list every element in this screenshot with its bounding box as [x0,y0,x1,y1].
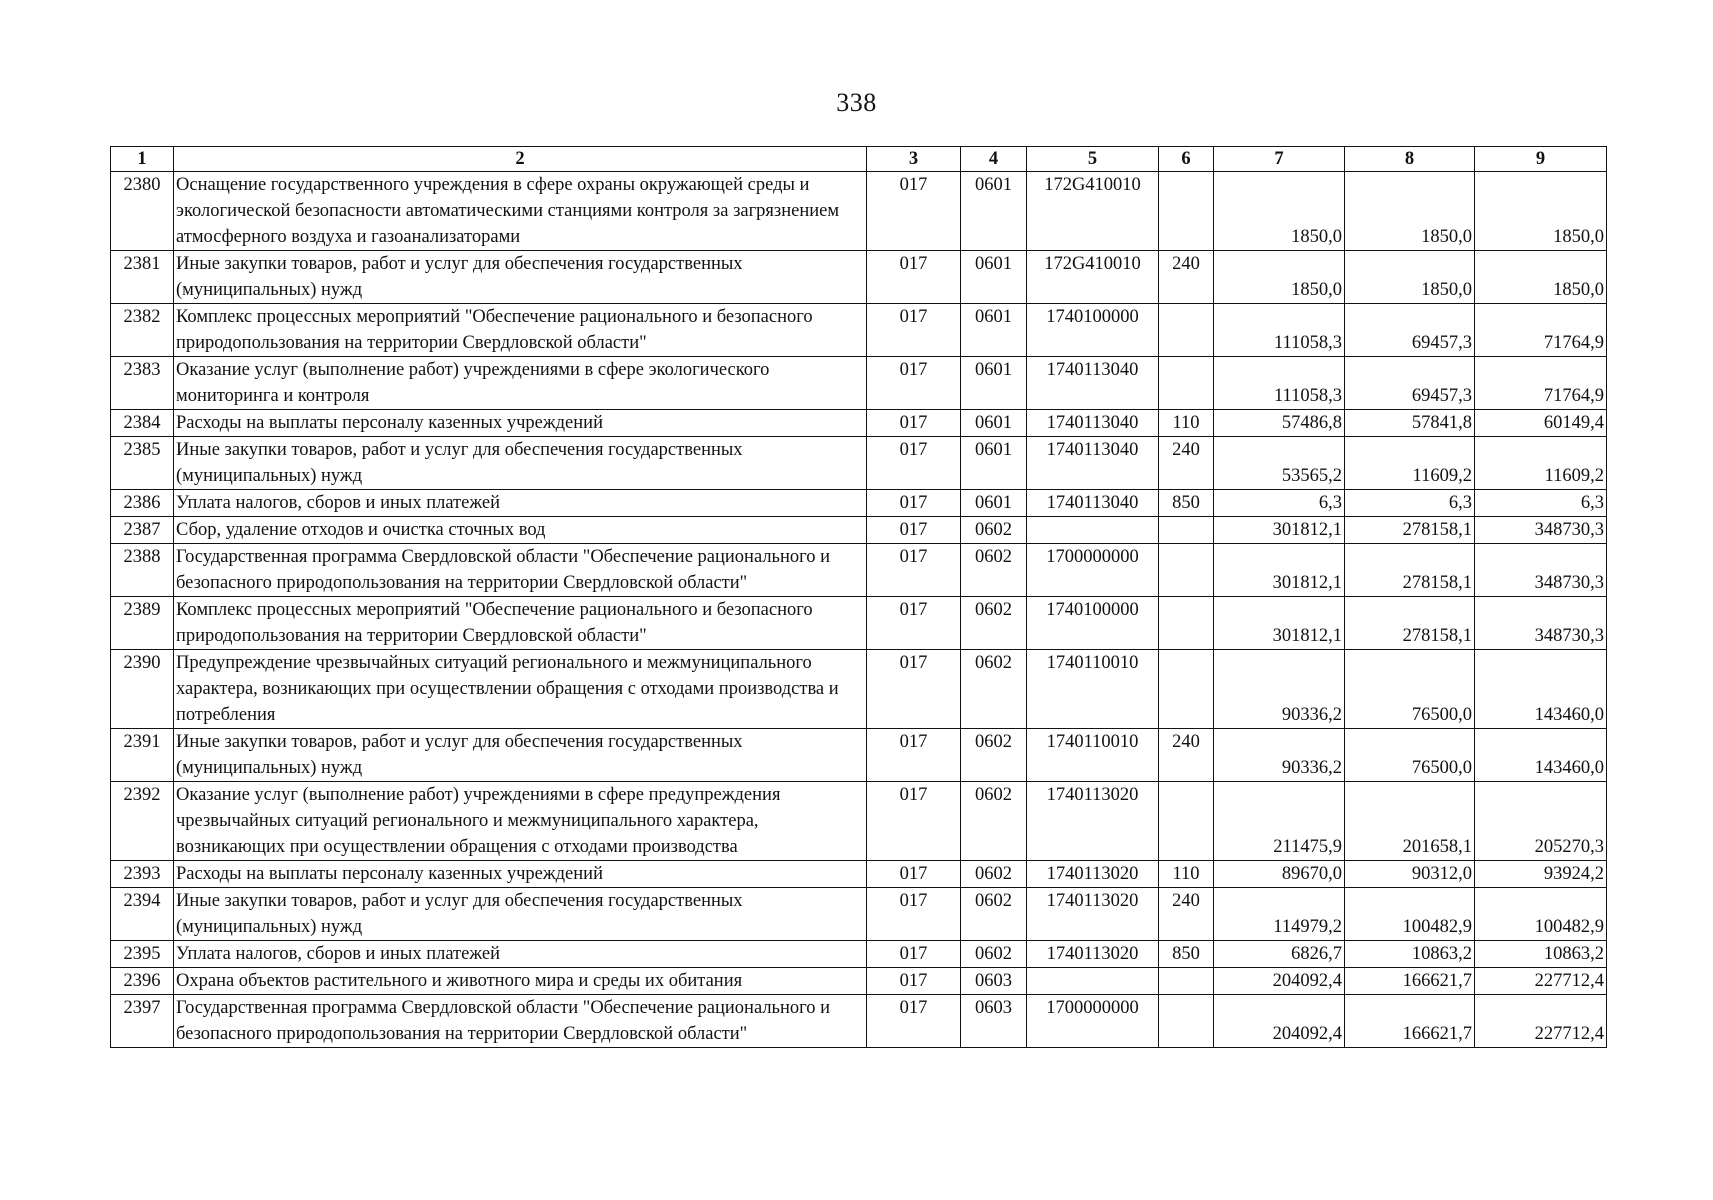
column-7-cell: 114979,2 [1214,888,1345,941]
table-row [111,304,1607,357]
table-row [111,172,1607,251]
table-row [111,544,1607,597]
column-7-cell: 204092,4 [1214,995,1345,1048]
row-number-cell: 2386 [111,490,174,517]
column-8-cell: 76500,0 [1345,650,1475,729]
column-5-cell: 1740113040 [1027,490,1159,517]
column-8-cell: 201658,1 [1345,782,1475,861]
column-9-cell: 348730,3 [1475,544,1607,597]
row-number-cell: 2382 [111,304,174,357]
description-cell: Оказание услуг (выполнение работ) учреждениями в сфере предупреждения чрезвычайных ситуаций регионального и межмуниципального характера, возникающих при осуществлении обращения с отходами производства [174,782,867,861]
description-cell: Оснащение государственного учреждения в сфере охраны окружающей среды и экологической безопасности автоматическими станциями контроля за загрязнением атмосферного воздуха и газоанализаторами [174,172,867,251]
table-row [111,941,1607,968]
column-6-cell [1159,782,1214,861]
description-cell: Иные закупки товаров, работ и услуг для обеспечения государственных (муниципальных) нужд [174,888,867,941]
column-3-cell: 017 [867,995,961,1048]
column-4-cell: 0602 [961,888,1027,941]
column-6-cell: 110 [1159,861,1214,888]
description-cell: Комплекс процессных мероприятий "Обеспечение рационального и безопасного природопользования на территории Свердловской области" [174,304,867,357]
column-4-cell: 0602 [961,782,1027,861]
column-6-cell: 850 [1159,490,1214,517]
column-4-cell: 0601 [961,410,1027,437]
column-header: 4 [961,147,1027,172]
column-5-cell: 1700000000 [1027,995,1159,1048]
column-8-cell: 11609,2 [1345,437,1475,490]
column-6-cell [1159,544,1214,597]
row-number-cell: 2391 [111,729,174,782]
column-9-cell: 6,3 [1475,490,1607,517]
column-4-cell: 0602 [961,597,1027,650]
row-number-cell: 2380 [111,172,174,251]
column-8-cell: 10863,2 [1345,941,1475,968]
column-4-cell: 0601 [961,357,1027,410]
description-cell: Оказание услуг (выполнение работ) учреждениями в сфере экологического мониторинга и контроля [174,357,867,410]
table-row [111,888,1607,941]
column-9-cell: 348730,3 [1475,597,1607,650]
column-8-cell: 57841,8 [1345,410,1475,437]
column-9-cell: 71764,9 [1475,304,1607,357]
column-3-cell: 017 [867,437,961,490]
table-row [111,410,1607,437]
column-3-cell: 017 [867,888,961,941]
column-8-cell: 6,3 [1345,490,1475,517]
column-7-cell: 6826,7 [1214,941,1345,968]
table-row [111,357,1607,410]
row-number-cell: 2395 [111,941,174,968]
column-9-cell: 1850,0 [1475,172,1607,251]
column-6-cell [1159,357,1214,410]
column-4-cell: 0602 [961,861,1027,888]
table-row [111,782,1607,861]
column-5-cell: 1740113040 [1027,410,1159,437]
column-8-cell: 100482,9 [1345,888,1475,941]
row-number-cell: 2388 [111,544,174,597]
row-number-cell: 2397 [111,995,174,1048]
column-4-cell: 0602 [961,941,1027,968]
description-cell: Сбор, удаление отходов и очистка сточных вод [174,517,867,544]
table-row [111,597,1607,650]
column-7-cell: 53565,2 [1214,437,1345,490]
table-row [111,729,1607,782]
row-number-cell: 2389 [111,597,174,650]
column-8-cell: 69457,3 [1345,304,1475,357]
table-row [111,995,1607,1048]
description-cell: Расходы на выплаты персоналу казенных учреждений [174,861,867,888]
column-7-cell: 1850,0 [1214,251,1345,304]
column-9-cell: 348730,3 [1475,517,1607,544]
row-number-cell: 2390 [111,650,174,729]
column-5-cell: 1740113040 [1027,357,1159,410]
table-row [111,968,1607,995]
column-7-cell: 89670,0 [1214,861,1345,888]
column-3-cell: 017 [867,968,961,995]
column-7-cell: 57486,8 [1214,410,1345,437]
header-row [111,147,1607,172]
column-header: 8 [1345,147,1475,172]
column-4-cell: 0602 [961,650,1027,729]
column-3-cell: 017 [867,861,961,888]
column-3-cell: 017 [867,729,961,782]
column-5-cell: 1740110010 [1027,729,1159,782]
description-cell: Предупреждение чрезвычайных ситуаций регионального и межмуниципального характера, возникающих при осуществлении обращения с отходами производства и потребления [174,650,867,729]
column-8-cell: 90312,0 [1345,861,1475,888]
column-3-cell: 017 [867,172,961,251]
description-cell: Уплата налогов, сборов и иных платежей [174,490,867,517]
description-cell: Комплекс процессных мероприятий "Обеспечение рационального и безопасного природопользования на территории Свердловской области" [174,597,867,650]
column-5-cell: 1740113040 [1027,437,1159,490]
column-5-cell: 1740110010 [1027,650,1159,729]
column-8-cell: 1850,0 [1345,172,1475,251]
column-5-cell: 172G410010 [1027,251,1159,304]
table-row [111,437,1607,490]
column-5-cell: 1740100000 [1027,304,1159,357]
column-header: 9 [1475,147,1607,172]
column-9-cell: 227712,4 [1475,968,1607,995]
column-5-cell: 1740113020 [1027,861,1159,888]
description-cell: Государственная программа Свердловской области "Обеспечение рационального и безопасного природопользования на территории Свердловской области" [174,995,867,1048]
table-row [111,251,1607,304]
column-3-cell: 017 [867,304,961,357]
table-body [111,172,1607,1048]
column-9-cell: 143460,0 [1475,650,1607,729]
column-header: 2 [174,147,867,172]
column-9-cell: 1850,0 [1475,251,1607,304]
column-4-cell: 0601 [961,490,1027,517]
column-3-cell: 017 [867,490,961,517]
column-3-cell: 017 [867,782,961,861]
column-8-cell: 278158,1 [1345,517,1475,544]
column-header: 3 [867,147,961,172]
column-4-cell: 0602 [961,544,1027,597]
row-number-cell: 2381 [111,251,174,304]
row-number-cell: 2385 [111,437,174,490]
column-7-cell: 204092,4 [1214,968,1345,995]
column-9-cell: 143460,0 [1475,729,1607,782]
column-3-cell: 017 [867,544,961,597]
description-cell: Иные закупки товаров, работ и услуг для обеспечения государственных (муниципальных) нужд [174,251,867,304]
row-number-cell: 2387 [111,517,174,544]
column-7-cell: 90336,2 [1214,729,1345,782]
column-3-cell: 017 [867,357,961,410]
column-3-cell: 017 [867,251,961,304]
table-row [111,517,1607,544]
row-number-cell: 2396 [111,968,174,995]
column-8-cell: 1850,0 [1345,251,1475,304]
page-number: 338 [836,88,877,117]
column-7-cell: 111058,3 [1214,357,1345,410]
column-5-cell: 172G410010 [1027,172,1159,251]
column-header: 7 [1214,147,1345,172]
column-8-cell: 278158,1 [1345,544,1475,597]
column-8-cell: 278158,1 [1345,597,1475,650]
column-4-cell: 0602 [961,729,1027,782]
table-row [111,861,1607,888]
column-4-cell: 0601 [961,251,1027,304]
row-number-cell: 2393 [111,861,174,888]
table-row [111,650,1607,729]
row-number-cell: 2392 [111,782,174,861]
row-number-cell: 2384 [111,410,174,437]
column-3-cell: 017 [867,597,961,650]
column-8-cell: 69457,3 [1345,357,1475,410]
column-9-cell: 93924,2 [1475,861,1607,888]
column-7-cell: 90336,2 [1214,650,1345,729]
column-3-cell: 017 [867,941,961,968]
column-9-cell: 11609,2 [1475,437,1607,490]
column-7-cell: 301812,1 [1214,597,1345,650]
description-cell: Государственная программа Свердловской области "Обеспечение рационального и безопасного природопользования на территории Свердловской области" [174,544,867,597]
column-7-cell: 6,3 [1214,490,1345,517]
column-3-cell: 017 [867,517,961,544]
column-6-cell: 240 [1159,729,1214,782]
description-cell: Иные закупки товаров, работ и услуг для обеспечения государственных (муниципальных) нужд [174,437,867,490]
column-header: 5 [1027,147,1159,172]
column-header: 6 [1159,147,1214,172]
column-7-cell: 111058,3 [1214,304,1345,357]
column-3-cell: 017 [867,650,961,729]
description-cell: Охрана объектов растительного и животного мира и среды их обитания [174,968,867,995]
column-4-cell: 0603 [961,995,1027,1048]
column-4-cell: 0601 [961,437,1027,490]
column-9-cell: 71764,9 [1475,357,1607,410]
column-5-cell: 1740100000 [1027,597,1159,650]
row-number-cell: 2383 [111,357,174,410]
column-4-cell: 0601 [961,304,1027,357]
column-6-cell [1159,517,1214,544]
column-6-cell: 240 [1159,251,1214,304]
column-8-cell: 76500,0 [1345,729,1475,782]
column-6-cell [1159,968,1214,995]
column-5-cell [1027,517,1159,544]
column-9-cell: 100482,9 [1475,888,1607,941]
column-6-cell [1159,650,1214,729]
column-5-cell: 1740113020 [1027,782,1159,861]
column-9-cell: 227712,4 [1475,995,1607,1048]
row-number-cell: 2394 [111,888,174,941]
column-6-cell: 240 [1159,888,1214,941]
column-8-cell: 166621,7 [1345,995,1475,1048]
column-5-cell: 1700000000 [1027,544,1159,597]
column-header: 1 [111,147,174,172]
column-4-cell: 0603 [961,968,1027,995]
column-7-cell: 301812,1 [1214,517,1345,544]
budget-table [110,146,1607,1048]
column-6-cell [1159,597,1214,650]
description-cell: Уплата налогов, сборов и иных платежей [174,941,867,968]
column-6-cell: 850 [1159,941,1214,968]
column-6-cell [1159,995,1214,1048]
column-6-cell: 110 [1159,410,1214,437]
column-8-cell: 166621,7 [1345,968,1475,995]
description-cell: Расходы на выплаты персоналу казенных учреждений [174,410,867,437]
column-5-cell [1027,968,1159,995]
description-cell: Иные закупки товаров, работ и услуг для обеспечения государственных (муниципальных) нужд [174,729,867,782]
column-7-cell: 211475,9 [1214,782,1345,861]
table-row [111,490,1607,517]
column-9-cell: 10863,2 [1475,941,1607,968]
column-9-cell: 60149,4 [1475,410,1607,437]
column-6-cell [1159,172,1214,251]
column-4-cell: 0601 [961,172,1027,251]
column-4-cell: 0602 [961,517,1027,544]
column-5-cell: 1740113020 [1027,888,1159,941]
column-7-cell: 301812,1 [1214,544,1345,597]
column-5-cell: 1740113020 [1027,941,1159,968]
column-6-cell: 240 [1159,437,1214,490]
column-9-cell: 205270,3 [1475,782,1607,861]
column-7-cell: 1850,0 [1214,172,1345,251]
column-3-cell: 017 [867,410,961,437]
column-6-cell [1159,304,1214,357]
